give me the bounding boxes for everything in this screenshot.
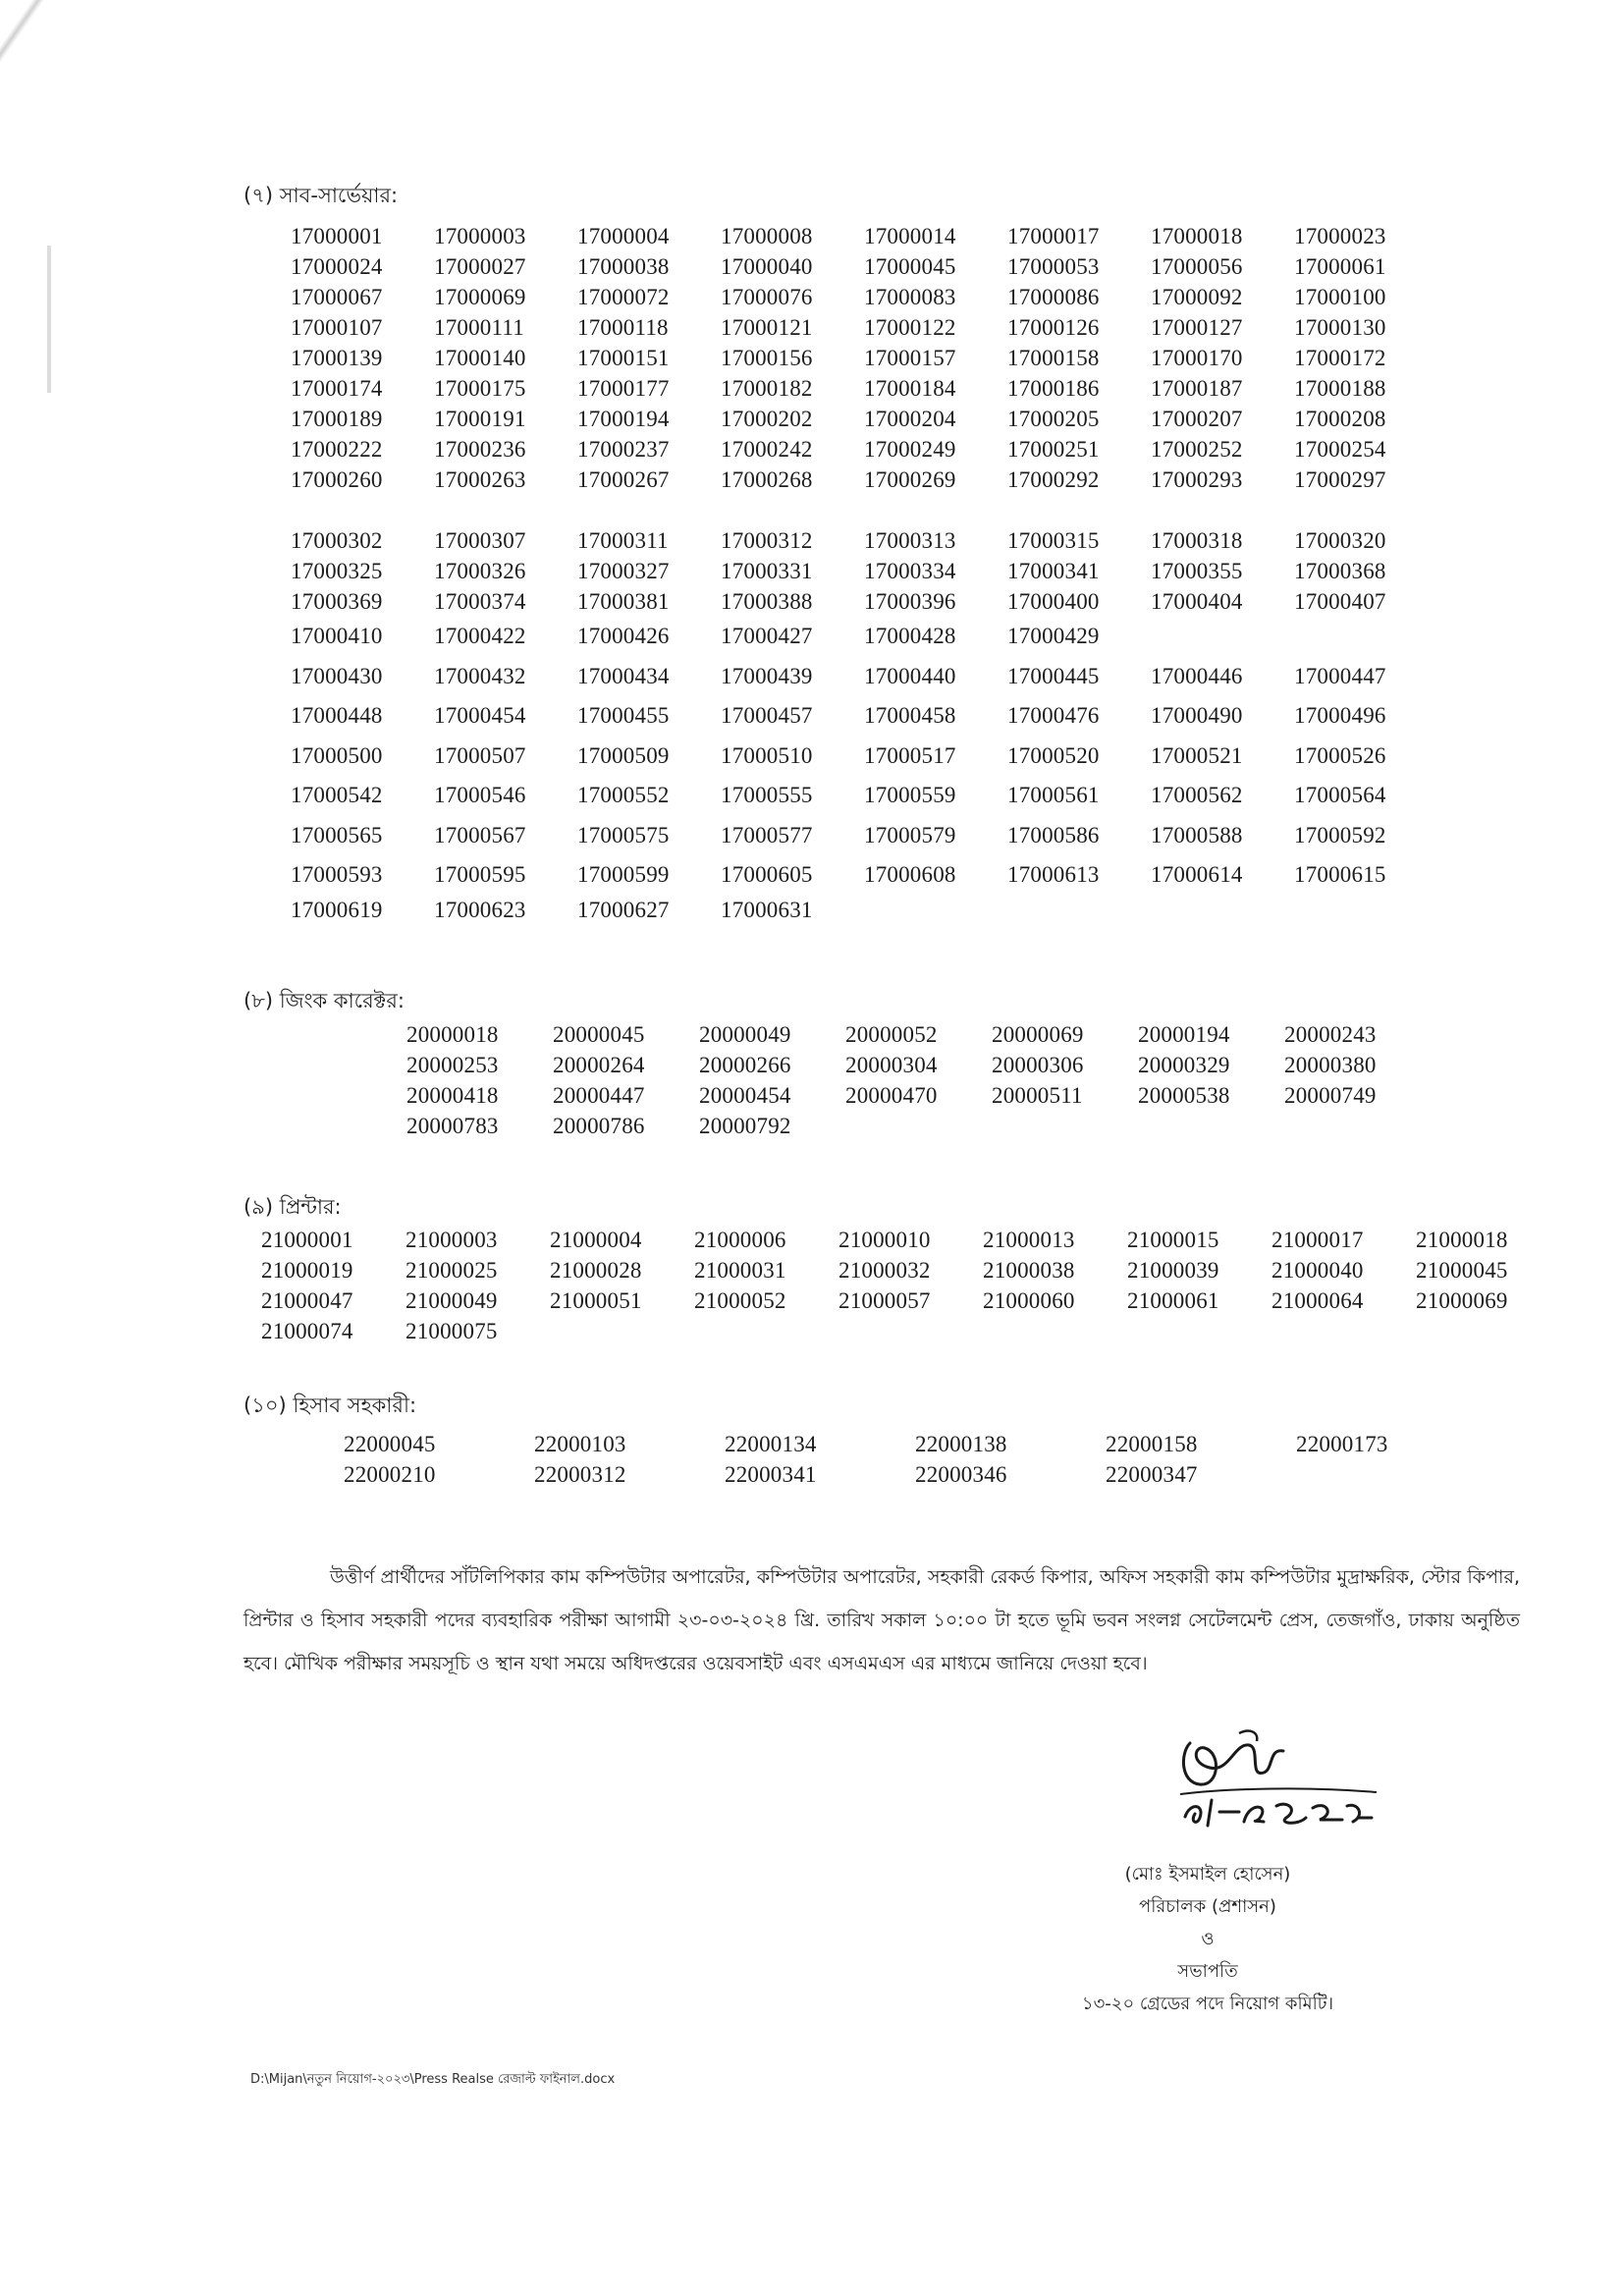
roll-number: 17000205 (1007, 406, 1100, 431)
roll-number: 17000121 (721, 314, 813, 340)
roll-number: 17000260 (291, 466, 383, 492)
roll-number: 17000269 (864, 466, 956, 492)
roll-number: 17000457 (721, 703, 813, 729)
roll-number: 17000369 (291, 588, 383, 614)
section-title: (১০) হিসাব সহকারী: (243, 1394, 417, 1417)
roll-number: 17000407 (1294, 588, 1386, 614)
roll-number: 17000067 (291, 284, 383, 309)
roll-number: 21000045 (1416, 1257, 1508, 1283)
roll-number: 17000614 (1151, 862, 1243, 888)
roll-number: 17000439 (721, 663, 813, 688)
roll-number: 21000018 (1416, 1227, 1508, 1252)
roll-number: 17000434 (577, 663, 670, 688)
roll-number: 17000422 (434, 624, 526, 649)
roll-number: 17000139 (291, 345, 383, 370)
roll-number: 17000237 (577, 436, 670, 462)
roll-number: 17000001 (291, 223, 383, 248)
roll-number: 17000341 (1007, 558, 1100, 583)
roll-number: 17000440 (864, 663, 956, 688)
roll-number: 17000008 (721, 223, 813, 248)
roll-number-row (291, 896, 1437, 926)
roll-number: 20000069 (992, 1021, 1084, 1047)
roll-number: 20000470 (845, 1082, 938, 1108)
roll-number-row (261, 1285, 1560, 1316)
roll-number: 17000174 (291, 375, 383, 401)
roll-number: 17000552 (577, 783, 670, 808)
roll-number: 17000510 (721, 742, 813, 768)
roll-number: 17000122 (864, 314, 956, 340)
roll-number: 20000194 (1138, 1021, 1230, 1047)
roll-number: 22000346 (915, 1461, 1007, 1487)
roll-number-row (291, 855, 1437, 896)
roll-number: 22000341 (725, 1461, 817, 1487)
roll-number: 17000045 (864, 253, 956, 279)
signatory-block (1021, 1858, 1394, 2020)
roll-number: 20000749 (1284, 1082, 1377, 1108)
roll-number: 17000509 (577, 742, 670, 768)
roll-number: 17000023 (1294, 223, 1386, 248)
roll-number: 17000017 (1007, 223, 1100, 248)
roll-number: 17000014 (864, 223, 956, 248)
roll-number-row (406, 1050, 1431, 1080)
roll-number: 21000032 (839, 1257, 931, 1283)
roll-number: 20000253 (406, 1052, 499, 1077)
roll-number: 17000107 (291, 314, 383, 340)
roll-number-row (291, 251, 1437, 282)
roll-number: 22000158 (1106, 1431, 1198, 1456)
roll-number: 17000315 (1007, 527, 1100, 553)
roll-number: 17000268 (721, 466, 813, 492)
roll-number: 17000627 (577, 898, 670, 922)
roll-number: 21000013 (983, 1227, 1075, 1252)
roll-number: 21000064 (1271, 1287, 1364, 1313)
roll-number: 17000592 (1294, 822, 1386, 847)
roll-number: 17000170 (1151, 345, 1243, 370)
roll-number-row (406, 1080, 1431, 1111)
roll-number-row (406, 1019, 1431, 1050)
roll-number-row (406, 1111, 1431, 1141)
roll-number: 17000056 (1151, 253, 1243, 279)
roll-number: 20000511 (992, 1082, 1083, 1108)
roll-number: 17000326 (434, 558, 526, 583)
roll-number-row (291, 404, 1437, 434)
roll-number: 17000426 (577, 624, 670, 649)
roll-number: 17000608 (864, 862, 956, 888)
roll-number-row (291, 586, 1437, 617)
roll-number: 17000631 (721, 898, 813, 922)
roll-number: 17000297 (1294, 466, 1386, 492)
roll-number: 17000388 (721, 588, 813, 614)
signatory-conjunction: ও (1201, 1929, 1215, 1949)
roll-number: 22000103 (534, 1431, 626, 1456)
roll-number-row (291, 343, 1437, 373)
roll-number-row (344, 1429, 1487, 1459)
roll-number: 17000410 (291, 624, 383, 649)
roll-number: 17000500 (291, 742, 383, 768)
roll-number: 22000134 (725, 1431, 817, 1456)
roll-number: 17000249 (864, 436, 956, 462)
roll-number: 21000049 (406, 1287, 498, 1313)
roll-number: 17000368 (1294, 558, 1386, 583)
roll-number: 17000476 (1007, 703, 1100, 729)
roll-number: 22000347 (1106, 1461, 1198, 1487)
handwritten-signature (1151, 1723, 1386, 1841)
roll-number: 17000018 (1151, 223, 1243, 248)
roll-number: 17000158 (1007, 345, 1100, 370)
roll-number: 17000040 (721, 253, 813, 279)
roll-number: 17000429 (1007, 624, 1100, 649)
roll-number: 17000191 (434, 406, 526, 431)
roll-number: 17000404 (1151, 588, 1243, 614)
roll-number: 17000579 (864, 822, 956, 847)
roll-number-row (291, 657, 1437, 697)
roll-number: 22000173 (1296, 1431, 1388, 1456)
roll-number: 17000430 (291, 663, 383, 688)
roll-number: 17000593 (291, 862, 383, 888)
roll-number: 17000151 (577, 345, 670, 370)
roll-number: 17000396 (864, 588, 956, 614)
roll-number: 17000302 (291, 527, 383, 553)
roll-number: 17000446 (1151, 663, 1243, 688)
roll-number: 17000083 (864, 284, 956, 309)
scan-edge-mark (47, 246, 51, 393)
roll-number: 17000428 (864, 624, 956, 649)
roll-number-row (291, 525, 1437, 556)
roll-number: 17000623 (434, 898, 526, 922)
roll-number: 21000040 (1271, 1257, 1364, 1283)
roll-number: 17000313 (864, 527, 956, 553)
roll-number: 20000380 (1284, 1052, 1377, 1077)
roll-number: 20000329 (1138, 1052, 1230, 1077)
roll-number: 17000156 (721, 345, 813, 370)
roll-number: 17000053 (1007, 253, 1100, 279)
roll-number: 17000613 (1007, 862, 1100, 888)
roll-number: 17000381 (577, 588, 670, 614)
signatory-designation: পরিচালক (প্রশাসন) (1139, 1896, 1276, 1917)
roll-number: 17000222 (291, 436, 383, 462)
roll-number: 17000615 (1294, 862, 1386, 888)
roll-number: 17000520 (1007, 742, 1100, 768)
roll-number: 21000017 (1271, 1227, 1364, 1252)
roll-number: 17000208 (1294, 406, 1386, 431)
roll-number: 17000130 (1294, 314, 1386, 340)
roll-number: 20000045 (553, 1021, 645, 1047)
roll-number: 21000057 (839, 1287, 931, 1313)
section-title: (৭) সাব-সার্ভেয়ার: (243, 184, 399, 207)
roll-number-row (291, 465, 1437, 495)
roll-number: 21000074 (261, 1318, 353, 1343)
roll-number: 21000028 (550, 1257, 642, 1283)
roll-number: 17000327 (577, 558, 670, 583)
roll-number: 17000252 (1151, 436, 1243, 462)
roll-number: 20000304 (845, 1052, 938, 1077)
roll-number: 20000049 (699, 1021, 791, 1047)
roll-number: 17000561 (1007, 783, 1100, 808)
roll-number-row (291, 282, 1437, 312)
roll-number: 17000100 (1294, 284, 1386, 309)
section-title: (৯) প্রিন্টার: (243, 1195, 342, 1219)
roll-number: 17000586 (1007, 822, 1100, 847)
roll-number: 17000562 (1151, 783, 1243, 808)
roll-number: 17000595 (434, 862, 526, 888)
roll-number-row (261, 1316, 1560, 1346)
roll-number-row (291, 221, 1437, 251)
roll-number: 22000210 (344, 1461, 436, 1487)
roll-number: 17000496 (1294, 703, 1386, 729)
roll-number: 21000075 (406, 1318, 498, 1343)
roll-number: 17000320 (1294, 527, 1386, 553)
roll-number: 22000312 (534, 1461, 626, 1487)
roll-number: 17000038 (577, 253, 670, 279)
roll-number: 17000111 (434, 314, 524, 340)
signatory-role: সভাপতি (1177, 1961, 1238, 1982)
roll-number-row (291, 312, 1437, 343)
roll-number: 17000092 (1151, 284, 1243, 309)
roll-number: 17000202 (721, 406, 813, 431)
roll-number: 17000254 (1294, 436, 1386, 462)
roll-number: 17000311 (577, 527, 669, 553)
roll-number: 17000157 (864, 345, 956, 370)
roll-number-grid (344, 1429, 1487, 1490)
roll-number-row (291, 696, 1437, 737)
roll-number: 17000605 (721, 862, 813, 888)
roll-number: 17000325 (291, 558, 383, 583)
roll-number: 17000374 (434, 588, 526, 614)
roll-number: 17000312 (721, 527, 813, 553)
roll-number: 20000243 (1284, 1021, 1377, 1047)
roll-number: 20000052 (845, 1021, 938, 1047)
roll-number: 17000455 (577, 703, 670, 729)
roll-number-row (291, 737, 1437, 777)
roll-number: 21000006 (694, 1227, 786, 1252)
roll-number: 21000015 (1127, 1227, 1219, 1252)
roll-number: 20000306 (992, 1052, 1084, 1077)
roll-number: 20000264 (553, 1052, 645, 1077)
roll-number: 17000567 (434, 822, 526, 847)
roll-number: 17000263 (434, 466, 526, 492)
roll-number: 20000783 (406, 1113, 499, 1138)
roll-number: 17000207 (1151, 406, 1243, 431)
roll-number: 17000575 (577, 822, 670, 847)
roll-number: 17000187 (1151, 375, 1243, 401)
roll-number: 17000140 (434, 345, 526, 370)
roll-number: 17000061 (1294, 253, 1386, 279)
roll-number: 17000555 (721, 783, 813, 808)
roll-number: 17000003 (434, 223, 526, 248)
roll-number: 17000126 (1007, 314, 1100, 340)
roll-number: 17000454 (434, 703, 526, 729)
roll-number: 21000025 (406, 1257, 498, 1283)
roll-number: 17000599 (577, 862, 670, 888)
roll-number: 17000355 (1151, 558, 1243, 583)
roll-number: 17000184 (864, 375, 956, 401)
roll-number: 22000045 (344, 1431, 436, 1456)
roll-number: 17000076 (721, 284, 813, 309)
roll-number: 21000039 (1127, 1257, 1219, 1283)
roll-number: 21000051 (550, 1287, 642, 1313)
roll-number: 17000086 (1007, 284, 1100, 309)
roll-number: 17000517 (864, 742, 956, 768)
roll-number: 21000001 (261, 1227, 353, 1252)
roll-number-grid (406, 1019, 1431, 1141)
roll-number: 21000069 (1416, 1287, 1508, 1313)
roll-number: 20000418 (406, 1082, 499, 1108)
roll-number: 17000127 (1151, 314, 1243, 340)
roll-number: 17000175 (434, 375, 526, 401)
roll-number: 17000024 (291, 253, 383, 279)
roll-number-row (291, 776, 1437, 816)
roll-number: 17000242 (721, 436, 813, 462)
roll-number: 17000445 (1007, 663, 1100, 688)
roll-number: 17000458 (864, 703, 956, 729)
roll-number: 21000047 (261, 1287, 353, 1313)
signatory-committee: ১৩-২০ গ্রেডের পদে নিয়োগ কমিটি। (1081, 1994, 1334, 2014)
roll-number: 17000447 (1294, 663, 1386, 688)
roll-number: 17000432 (434, 663, 526, 688)
roll-number: 21000061 (1127, 1287, 1219, 1313)
roll-number: 21000038 (983, 1257, 1075, 1283)
file-path-footer: D:\Mijan\নতুন নিয়োগ-২০২৩\Press Realse রেজাল্ট ফাইনাল.docx (250, 2072, 616, 2087)
roll-number: 17000186 (1007, 375, 1100, 401)
roll-number: 20000266 (699, 1052, 791, 1077)
roll-number: 21000060 (983, 1287, 1075, 1313)
roll-number: 17000542 (291, 783, 383, 808)
roll-number-row (261, 1255, 1560, 1285)
roll-number: 17000204 (864, 406, 956, 431)
roll-number: 17000448 (291, 703, 383, 729)
roll-number: 17000027 (434, 253, 526, 279)
scan-edge-mark (0, 0, 47, 237)
roll-number: 17000400 (1007, 588, 1100, 614)
roll-number: 20000018 (406, 1021, 499, 1047)
roll-number: 17000334 (864, 558, 956, 583)
roll-number-row (291, 617, 1437, 657)
signatory-name: (মোঃ ইসমাইল হোসেন) (1124, 1864, 1291, 1885)
roll-number: 17000267 (577, 466, 670, 492)
roll-number: 22000138 (915, 1431, 1007, 1456)
roll-number: 20000538 (1138, 1082, 1230, 1108)
roll-number: 17000293 (1151, 466, 1243, 492)
section-title: (৮) জিংক কারেক্টর: (243, 989, 405, 1012)
roll-number: 17000004 (577, 223, 670, 248)
roll-number: 17000331 (721, 558, 813, 583)
roll-number-grid (261, 1225, 1560, 1346)
roll-number: 21000052 (694, 1287, 786, 1313)
roll-number: 17000194 (577, 406, 670, 431)
roll-number: 21000019 (261, 1257, 353, 1283)
roll-number: 17000588 (1151, 822, 1243, 847)
roll-number: 17000559 (864, 783, 956, 808)
roll-number-row (261, 1225, 1560, 1255)
roll-number: 20000786 (553, 1113, 645, 1138)
roll-number: 17000189 (291, 406, 383, 431)
roll-number-row (291, 373, 1437, 404)
roll-number-row (344, 1459, 1487, 1490)
roll-number: 20000454 (699, 1082, 791, 1108)
roll-number: 21000003 (406, 1227, 498, 1252)
roll-number: 17000507 (434, 742, 526, 768)
roll-number: 17000318 (1151, 527, 1243, 553)
roll-number-row (291, 816, 1437, 856)
roll-number: 17000069 (434, 284, 526, 309)
roll-number: 17000118 (577, 314, 669, 340)
roll-number: 17000427 (721, 624, 813, 649)
roll-number: 17000546 (434, 783, 526, 808)
roll-number: 21000010 (839, 1227, 931, 1252)
roll-number: 20000447 (553, 1082, 645, 1108)
roll-number: 17000177 (577, 375, 670, 401)
roll-number: 17000521 (1151, 742, 1243, 768)
roll-number: 17000072 (577, 284, 670, 309)
roll-number: 17000565 (291, 822, 383, 847)
roll-number: 17000526 (1294, 742, 1386, 768)
roll-number: 17000619 (291, 898, 383, 922)
roll-number: 17000292 (1007, 466, 1100, 492)
roll-number: 21000031 (694, 1257, 786, 1283)
roll-number-grid (291, 221, 1437, 926)
roll-number-row (291, 556, 1437, 586)
exam-notice-paragraph: উত্তীর্ণ প্রার্থীদের সাঁটলিপিকার কাম কম্পিউটার অপারেটর, কম্পিউটার অপারেটর, সহকারী রেকর্ড কিপার, অফিস সহকারী কাম কম্পিউটার মুদ্রাক্ষরিক, স্টোর কিপার, প্রিন্টার ও হিসাব সহকারী পদের ব্যবহারিক পরীক্ষা আগামী ২৩-০৩-২০২৪ খ্রি. তারিখ সকাল ১০:০০ টা হতে ভূমি ভবন সংলগ্ন সেটেলমেন্ট প্রেস, তেজগাঁও, ঢাকায় অনুষ্ঠিত হবে। মৌখিক পরীক্ষার সময়সূচি ও স্থান যথা সময়ে অধিদপ্তরের ওয়েবসাইট এবং এসএমএস এর মাধ্যমে জানিয়ে দেওয়া হবে। (243, 1566, 1520, 1674)
roll-number: 17000307 (434, 527, 526, 553)
roll-number: 20000792 (699, 1113, 791, 1138)
roll-number-row (291, 434, 1437, 465)
roll-number: 17000564 (1294, 783, 1386, 808)
roll-number: 17000188 (1294, 375, 1386, 401)
roll-number: 17000490 (1151, 703, 1243, 729)
roll-number: 17000172 (1294, 345, 1386, 370)
roll-number: 17000182 (721, 375, 813, 401)
roll-number: 21000004 (550, 1227, 642, 1252)
roll-number: 17000251 (1007, 436, 1100, 462)
roll-number: 17000577 (721, 822, 813, 847)
roll-number: 17000236 (434, 436, 526, 462)
